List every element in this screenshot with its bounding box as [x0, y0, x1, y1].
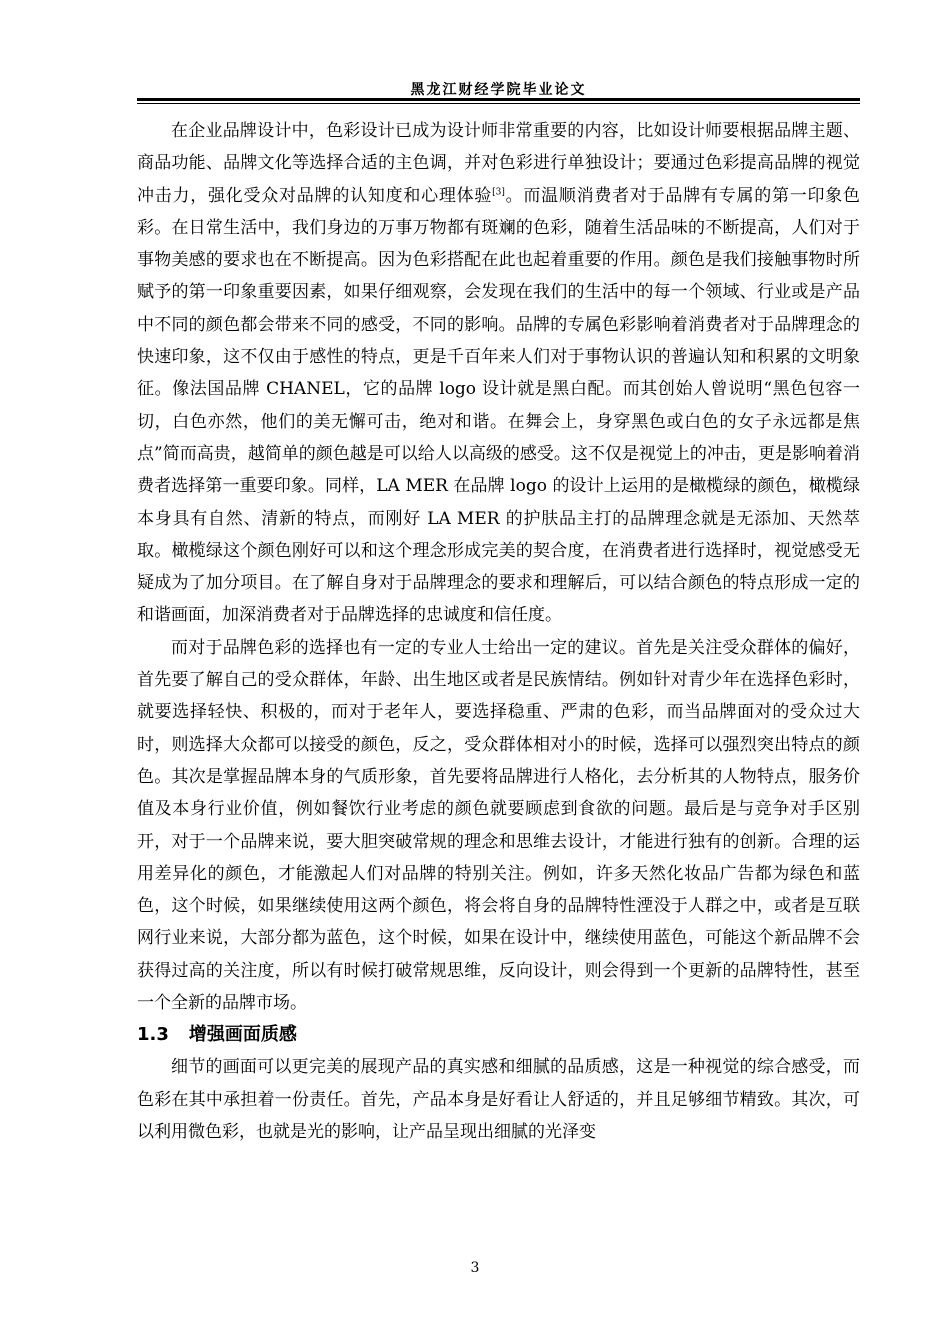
- citation-ref: [3]: [492, 186, 505, 197]
- paragraph-brand-color-design: 在企业品牌设计中，色彩设计已成为设计师非常重要的内容，比如设计师要根据品牌主题、商品功能、品牌文化等选择合适的主色调，并对色彩进行单独设计；要通过色彩提高品牌的视觉冲击力，强化受众对品牌的认知度和心理体验[3]。而温顺消费者对于品牌有专属的第一印象色彩。在日常生活中，我们身边的万事万物都有斑斓的色彩，随着生活品味的不断提高，人们对于事物美感的要求也在不断提高。因为色彩搭配在此也起着重要的作用。颜色是我们接触事物时所赋予的第一印象重要因素，如果仔细观察，会发现在我们的生活中的每一个领域、行业或是产品中不同的颜色都会带来不同的感受，不同的影响。品牌的专属色彩影响着消费者对于品牌理念的快速印象，这不仅由于感性的特点，更是千百年来人们对于事物认识的普遍认知和积累的文明象征。像法国品牌 CHANEL，它的品牌 logo 设计就是黑白配。而其创始人曾说明“黑色包容一切，白色亦然，他们的美无懈可击，绝对和谐。在舞会上，身穿黑色或白色的女子永远都是焦点”简而高贵，越简单的颜色越是可以给人以高级的感受。这不仅是视觉上的冲击，更是影响着消费者选择第一重要印象。同样，LA MER 在品牌 logo 的设计上运用的是橄榄绿的颜色，橄榄绿本身具有自然、清新的特点，而刚好 LA MER 的护肤品主打的品牌理念就是无添加、天然萃取。橄榄绿这个颜色刚好可以和这个理念形成完美的契合度，在消费者进行选择时，视觉感受无疑成为了加分项目。在了解自身对于品牌理念的要求和理解后，可以结合颜色的特点形成一定的和谐画面，加深消费者对于品牌选择的忠诚度和信任度。: [137, 121, 860, 626]
- section-heading: [137, 1019, 860, 1051]
- running-header-title: 黑龙江财经学院毕业论文: [410, 82, 587, 98]
- header-rule-thin: [137, 103, 860, 104]
- section-title: 增强画面质感: [188, 1024, 297, 1046]
- page-number: 3: [470, 1260, 480, 1276]
- paragraph-color-selection-advice: 而对于品牌色彩的选择也有一定的专业人士给出一定的建议。首先是关注受众群体的偏好，首先要了解自己的受众群体，年龄、出生地区或者是民族情结。例如针对青少年在选择色彩时，就要选择轻快、积极的，而对于老年人，要选择稳重、严肃的色彩，而当品牌面对的受众过大时，则选择大众都可以接受的颜色，反之，受众群体相对小的时候，选择可以强烈突出特点的颜色。其次是掌握品牌本身的气质形象，首先要将品牌进行人格化，去分析其的人物特点，服务价值及本身行业价值，例如餐饮行业考虑的颜色就要顾虑到食欲的问题。最后是与竞争对手区别开，对于一个品牌来说，要大胆突破常规的理念和思维去设计，才能进行独有的创新。合理的运用差异化的颜色，才能激起人们对品牌的特别关注。例如，许多天然化妆品广告都为绿色和蓝色，这个时候，如果继续使用这两个颜色，将会将自身的品牌特性湮没于人群之中，或者是互联网行业来说，大部分都为蓝色，这个时候，如果在设计中，继续使用蓝色，可能这个新品牌不会获得过高的关注度，所以有时候打破常规思维，反向设计，则会得到一个更新的品牌特性，甚至一个全新的品牌市场。: [137, 637, 860, 1014]
- section-number: 1.3: [137, 1024, 169, 1046]
- body-text: [137, 115, 860, 1148]
- paragraph-texture: 细节的画面可以更完美的展现产品的真实感和细腻的品质感，这是一种视觉的综合感受，而色彩在其中承担着一份责任。首先，产品本身是好看让人舒适的，并且足够细节精致。其次，可以利用微色彩，也就是光的影响，让产品呈现出细腻的光泽变: [137, 1057, 860, 1142]
- header-rule-thick: [137, 98, 860, 101]
